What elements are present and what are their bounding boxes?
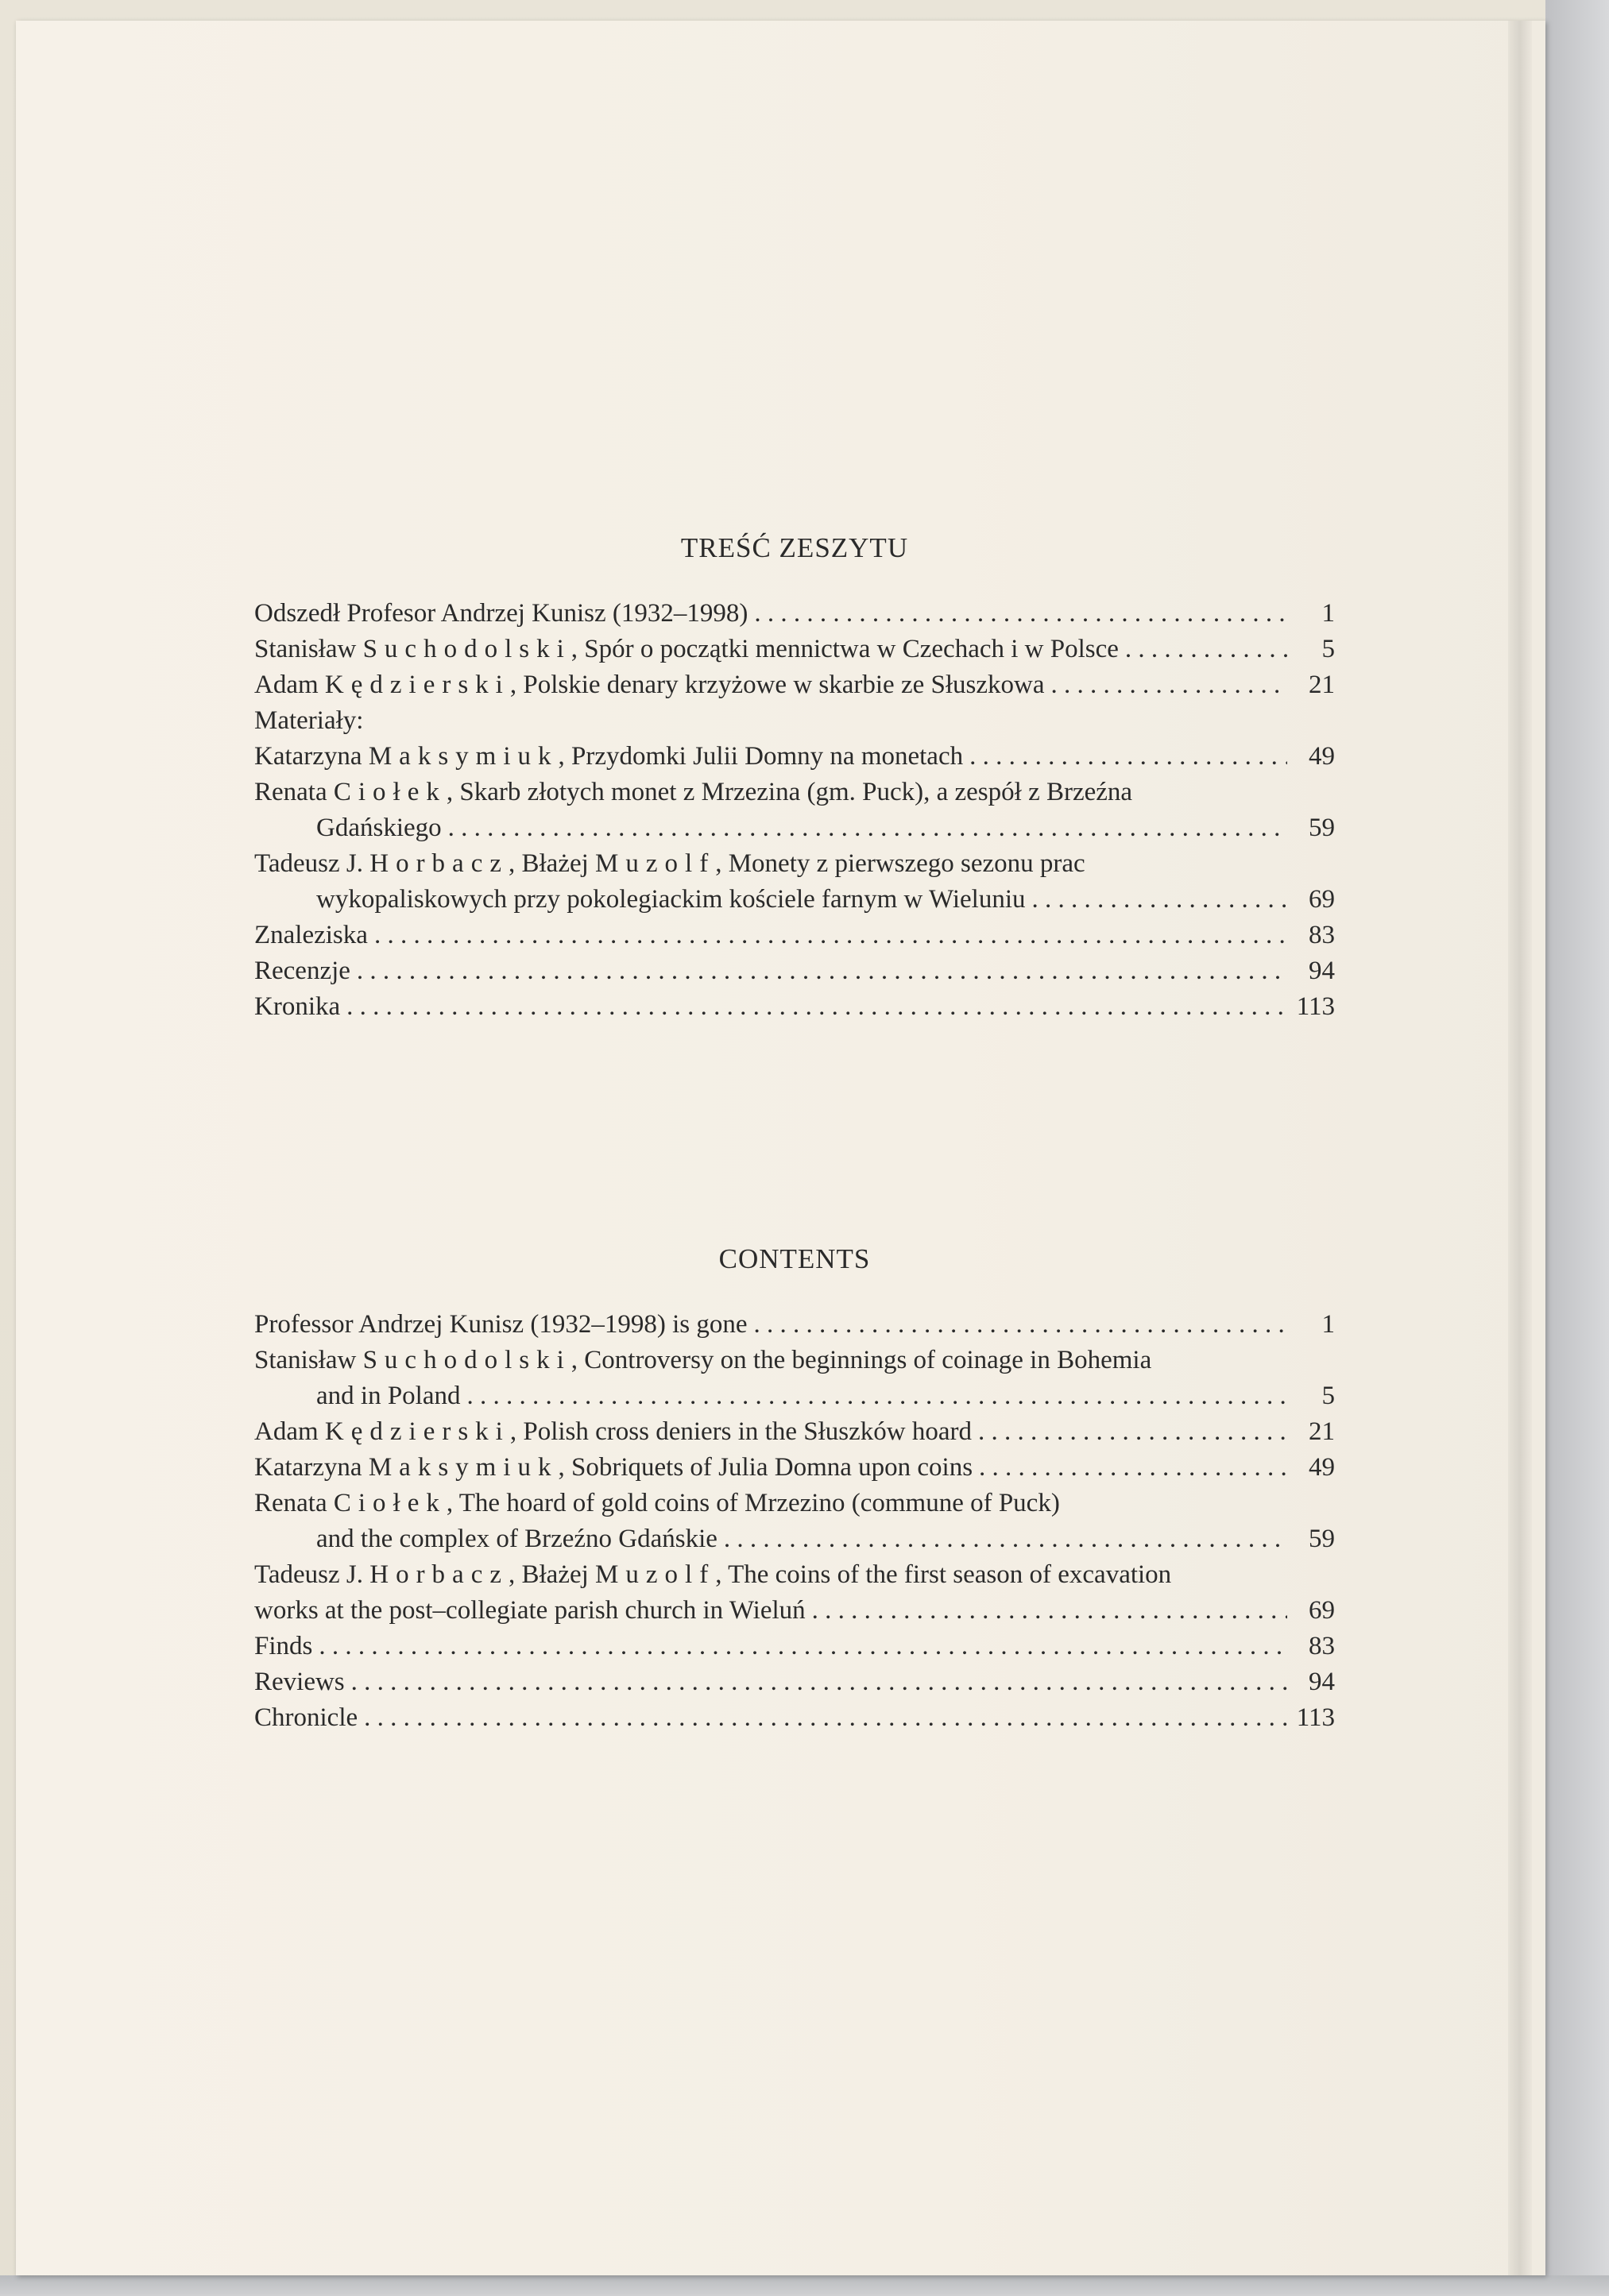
toc-entry: Kronika . . . 113 [254,989,1335,1025]
dot-leader [1051,667,1288,703]
english-heading: CONTENTS [718,1243,871,1274]
dot-leader [346,989,1287,1025]
dot-leader [1125,632,1287,667]
dot-leader [754,596,1287,632]
toc-entry: Katarzyna Maksymiuk, Przydomki Julii Domny na monetach . . . 49 [254,739,1335,775]
dot-leader [812,1593,1287,1629]
toc-entry-line2: and in Poland . . . 5 [254,1378,1335,1414]
dot-leader [754,1307,1288,1343]
dot-leader [364,1700,1287,1736]
polish-heading: TREŚĆ ZESZYTU [680,532,909,563]
toc-entry-line1: Tadeusz J. Horbacz, Błażej Muzolf, The coins of the first season of excavation [254,1560,1172,1589]
toc-entry: Chronicle . . . 113 [254,1700,1335,1736]
toc-entry: Recenzje . . . 94 [254,953,1335,989]
dot-leader [466,1378,1287,1414]
toc-entry-line2: works at the post–collegiate parish church in Wieluń . . . 69 [254,1593,1335,1629]
dot-leader [979,1450,1287,1486]
toc-entry: Odszedł Profesor Andrzej Kunisz (1932–1998) . . . 1 [254,596,1335,632]
toc-entry-line1: Renata Ciołek, Skarb złotych monet z Mrzezina (gm. Puck), a zespół z Brzeźna [254,778,1133,806]
toc-entry: Stanisław Suchodolski, Spór o początki mennictwa w Czechach i w Polsce . . . 5 [254,632,1335,667]
right-edge [1545,0,1609,2296]
dot-leader [978,1414,1287,1450]
dot-leader [724,1521,1287,1557]
dot-leader [1032,882,1287,918]
english-toc [254,1243,1335,1736]
toc-entry: Reviews . . . 94 [254,1664,1335,1700]
toc-entry-line1: Tadeusz J. Horbacz, Błażej Muzolf, Monety z pierwszego sezonu prac [254,849,1085,878]
polish-toc [254,532,1335,1025]
dot-leader [351,1664,1287,1700]
toc-entry: Adam Kędzierski, Polish cross deniers in the Słuszków hoard . . . 21 [254,1414,1335,1450]
toc-entry: Katarzyna Maksymiuk, Sobriquets of Julia Domna upon coins . . . 49 [254,1450,1335,1486]
dot-leader [374,918,1287,953]
toc-entry: Finds . . . 83 [254,1629,1335,1664]
toc-entry-line2: and the complex of Brzeźno Gdańskie . . . 59 [254,1521,1335,1557]
dot-leader [357,953,1287,989]
toc-entry: Znaleziska . . . 83 [254,918,1335,953]
toc-entry-line1: Stanisław Suchodolski, Controversy on the beginnings of coinage in Bohemia [254,1346,1152,1374]
section-label: Materiały: [254,706,364,735]
dot-leader [448,810,1287,846]
spine-shadow [1508,21,1532,2275]
toc-entry-line2: Gdańskiego . . . 59 [254,810,1335,846]
toc-entry-line1: Renata Ciołek, The hoard of gold coins of Mrzezino (commune of Puck) [254,1489,1060,1517]
dot-leader [319,1629,1287,1664]
toc-entry: Professor Andrzej Kunisz (1932–1998) is gone . . . 1 [254,1307,1335,1343]
toc-entry-line2: wykopaliskowych przy pokolegiackim kościele farnym w Wieluniu . . . 69 [254,882,1335,918]
page-cover [16,21,1545,2275]
toc-entry: Adam Kędzierski, Polskie denary krzyżowe w skarbie ze Słuszkowa . . . 21 [254,667,1335,703]
bottom-edge [0,2275,1609,2296]
dot-leader [969,739,1287,775]
